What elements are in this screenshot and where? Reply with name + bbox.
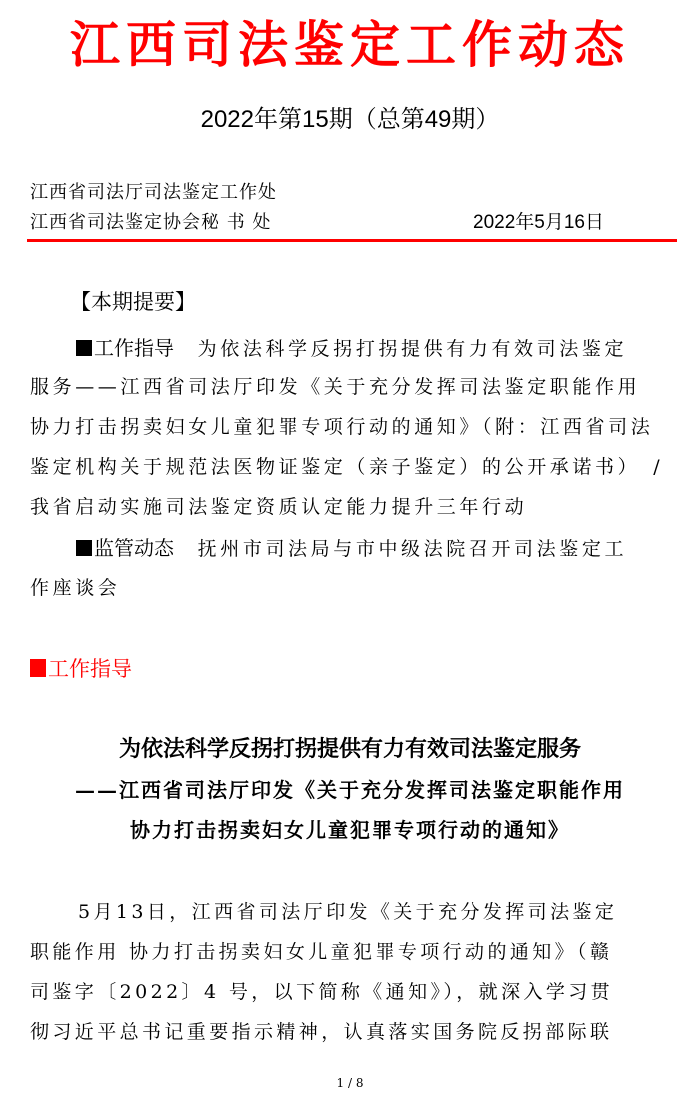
article-paragraph-line: 彻习近平总书记重要指示精神，认真落实国务院反拐部际联 — [30, 1021, 613, 1043]
summary-text: 协力打击拐卖妇女儿童犯罪专项行动的通知》（附：江西省司法 — [30, 416, 654, 438]
issuer-line-1: 江西省司法厅司法鉴定工作处 — [30, 182, 277, 203]
summary-tag: 工作指导 — [76, 336, 174, 360]
summary-text: 抚州市司法局与市中级法院召开司法鉴定工 — [197, 538, 628, 560]
summary-item-supervision — [76, 534, 627, 563]
article-paragraph-line: 司鉴字〔2022〕4 号，以下简称《通知》），就深入学习贯 — [30, 981, 614, 1003]
square-bullet-icon — [76, 540, 92, 556]
red-divider — [27, 239, 677, 242]
article-title: 为依法科学反拐打拐提供有力有效司法鉴定服务 — [118, 737, 581, 762]
masthead-title: 江西司法鉴定工作动态 — [70, 15, 630, 74]
issue-number: 2022年第15期（总第49期） — [200, 106, 500, 133]
page-indicator: 1 / 8 — [336, 1076, 364, 1090]
article-subtitle-1: ——江西省司法厅印发《关于充分发挥司法鉴定职能作用 — [75, 778, 625, 802]
summary-item-work-guidance — [76, 334, 627, 363]
section-heading: 工作指导 — [30, 654, 132, 684]
issuer-line-2: 江西省司法鉴定协会秘 书 处 — [30, 212, 272, 233]
summary-text: 为依法科学反拐打拐提供有力有效司法鉴定 — [197, 338, 628, 360]
summary-text: 服务——江西省司法厅印发《关于充分发挥司法鉴定职能作用 — [30, 376, 641, 398]
summary-text: 我省启动实施司法鉴定资质认定能力提升三年行动 — [30, 496, 528, 518]
summary-text: 鉴定机构关于规范法医物证鉴定（亲子鉴定）的公开承诺书） / — [30, 456, 664, 478]
article-paragraph-line: 职能作用 协力打击拐卖妇女儿童犯罪专项行动的通知》（赣 — [30, 941, 613, 963]
red-square-bullet-icon — [30, 659, 46, 677]
summary-heading: 【本期提要】 — [70, 290, 196, 314]
summary-tag: 监管动态 — [76, 536, 174, 560]
square-bullet-icon — [76, 340, 92, 356]
article-paragraph-line: 5月13日，江西省司法厅印发《关于充分发挥司法鉴定 — [78, 901, 618, 923]
article-subtitle-2: 协力打击拐卖妇女儿童犯罪专项行动的通知》 — [130, 818, 570, 842]
issue-date: 2022年5月16日 — [473, 212, 604, 233]
summary-text: 作座谈会 — [30, 577, 121, 599]
